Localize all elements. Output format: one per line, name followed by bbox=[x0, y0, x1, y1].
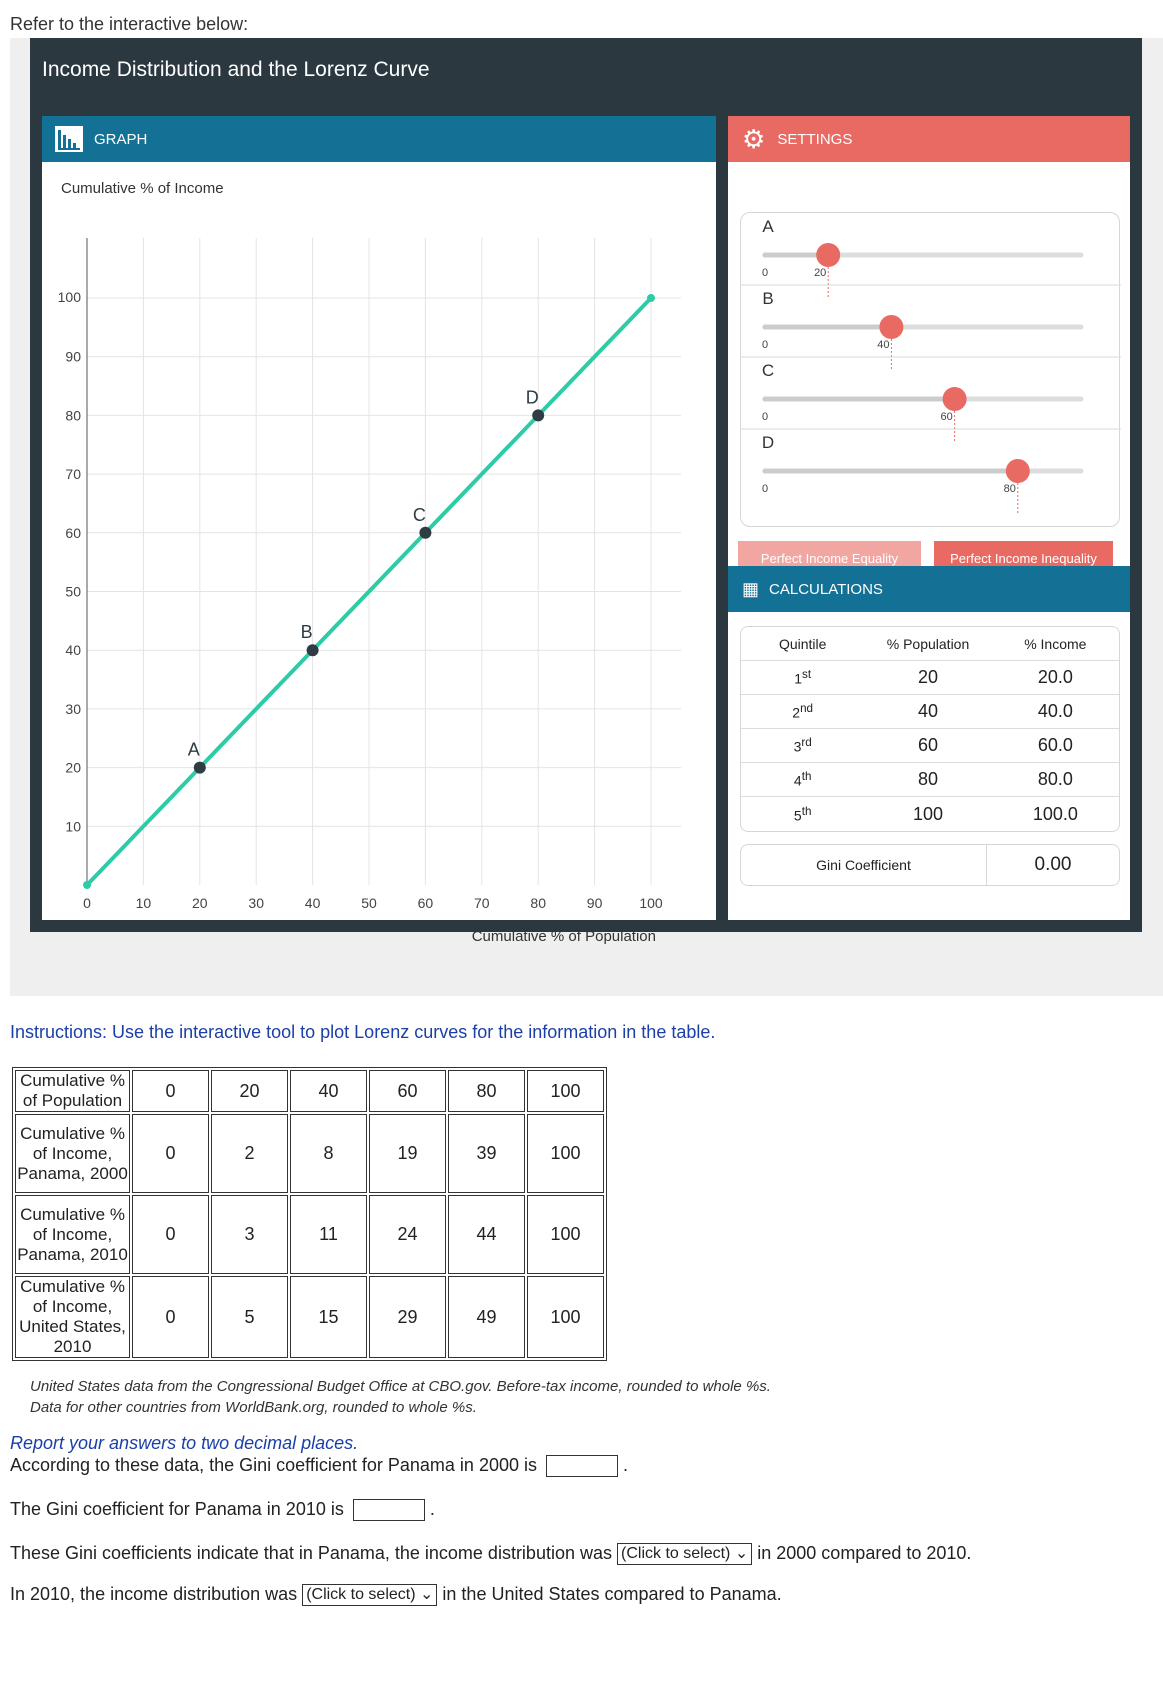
calc-row bbox=[741, 763, 1119, 797]
gini-2000-input[interactable] bbox=[546, 1455, 618, 1477]
instructions-text: Instructions: Use the interactive tool to plot Lorenz curves for the information in the table. bbox=[10, 1022, 716, 1042]
table-cell: 80 bbox=[448, 1070, 525, 1112]
x-tick-label: 40 bbox=[304, 895, 321, 911]
slider-knob[interactable] bbox=[1006, 459, 1030, 483]
question-4-suffix: in the United States compared to Panama. bbox=[442, 1584, 782, 1604]
settings-header bbox=[728, 116, 1130, 162]
table-cell: 3 bbox=[211, 1195, 288, 1274]
income-cell: 60.0 bbox=[1037, 735, 1073, 755]
slider-label: A bbox=[762, 217, 774, 236]
question-4 bbox=[10, 1584, 782, 1606]
perfect-equality-button[interactable]: Perfect Income Equality bbox=[738, 541, 921, 575]
lorenz-app bbox=[30, 38, 1142, 945]
y-tick-label: 50 bbox=[65, 583, 81, 600]
table-cell: 5 bbox=[211, 1276, 288, 1358]
table-cell: 8 bbox=[290, 1114, 367, 1193]
question-2-text: The Gini coefficient for Panama in 2010 is bbox=[10, 1499, 344, 1519]
x-tick-label: 30 bbox=[248, 895, 264, 911]
source-line-1: United States data from the Congressional Budget Office at CBO.gov. Before-tax income, rounded to whole %s. bbox=[30, 1378, 771, 1395]
row-label: Cumulative % of Population bbox=[15, 1070, 130, 1112]
population-cell: 80 bbox=[917, 769, 939, 789]
origin-point bbox=[83, 881, 91, 889]
row-label: Cumulative % of Income, Panama, 2000 bbox=[15, 1114, 130, 1193]
population-cell: 100 bbox=[912, 803, 944, 824]
quintile-cell: 4th bbox=[793, 770, 812, 789]
table-row bbox=[15, 1114, 604, 1193]
table-cell: 29 bbox=[369, 1276, 446, 1358]
y-axis-label: Cumulative % of Income bbox=[61, 180, 224, 197]
source-note bbox=[30, 1376, 771, 1418]
y-tick-label: 20 bbox=[65, 759, 81, 776]
table-cell: 0 bbox=[132, 1070, 209, 1112]
gear-icon: ⚙ bbox=[742, 124, 766, 154]
table-cell: 11 bbox=[290, 1195, 367, 1274]
population-cell: 40 bbox=[917, 701, 939, 721]
row-label: Cumulative % of Income, United States, 2010 bbox=[15, 1276, 130, 1358]
calculations-panel bbox=[728, 566, 1130, 920]
table-row bbox=[15, 1070, 604, 1112]
table-cell: 39 bbox=[448, 1114, 525, 1193]
slider-value-label: 60 bbox=[940, 411, 953, 423]
table-cell: 2 bbox=[211, 1114, 288, 1193]
period: . bbox=[429, 1499, 435, 1519]
calc-header-row bbox=[741, 627, 1119, 661]
point-label: C bbox=[412, 504, 426, 525]
slider-min-label: 0 bbox=[761, 267, 769, 279]
table-cell: 15 bbox=[290, 1276, 367, 1358]
y-tick-label: 70 bbox=[65, 466, 81, 483]
row-label: Cumulative % of Income, Panama, 2010 bbox=[15, 1195, 130, 1274]
table-row bbox=[15, 1276, 604, 1358]
graph-header bbox=[42, 116, 716, 162]
point-label: A bbox=[187, 739, 200, 760]
question-3-suffix: in 2000 compared to 2010. bbox=[757, 1543, 972, 1563]
calculations-title: CALCULATIONS bbox=[769, 580, 883, 598]
slider-value-label: 80 bbox=[1003, 483, 1016, 495]
slider-min-label: 0 bbox=[761, 411, 769, 423]
table-cell: 0 bbox=[132, 1276, 209, 1358]
y-tick-label: 40 bbox=[65, 642, 81, 659]
source-line-2: Data for other countries from WorldBank.org, rounded to whole %s. bbox=[30, 1399, 477, 1416]
slider-min-label: 0 bbox=[761, 339, 769, 351]
income-cell: 20.0 bbox=[1037, 667, 1073, 687]
end-point bbox=[647, 294, 655, 302]
calc-row bbox=[741, 729, 1119, 763]
quintile-cell: 1st bbox=[794, 668, 812, 687]
quintile-cell: 2nd bbox=[792, 702, 814, 721]
table-cell: 24 bbox=[369, 1195, 446, 1274]
question-4-text: In 2010, the income distribution was bbox=[10, 1584, 298, 1604]
x-tick-label: 90 bbox=[586, 895, 603, 911]
calc-row bbox=[741, 797, 1119, 831]
x-tick-label: 10 bbox=[135, 895, 152, 911]
table-cell: 40 bbox=[290, 1070, 367, 1112]
table-cell: 100 bbox=[527, 1070, 604, 1112]
bar-chart-icon bbox=[54, 124, 84, 154]
y-tick-label: 80 bbox=[65, 407, 81, 424]
slider-label: B bbox=[762, 289, 774, 308]
question-1-text: According to these data, the Gini coefficient for Panama in 2000 is bbox=[10, 1455, 537, 1475]
slider-value-label: 40 bbox=[877, 339, 890, 351]
y-tick-label: 30 bbox=[65, 700, 81, 717]
chevron-down-icon: ⌄ bbox=[734, 1545, 749, 1563]
settings-title: SETTINGS bbox=[777, 130, 853, 148]
gini-coefficient-box bbox=[740, 844, 1120, 886]
income-cell: 80.0 bbox=[1037, 769, 1073, 789]
calculations-table bbox=[740, 626, 1120, 832]
point-a[interactable] bbox=[194, 762, 206, 774]
x-tick-label: 60 bbox=[417, 895, 434, 911]
x-tick-label: 70 bbox=[474, 895, 490, 911]
x-axis-label: Cumulative % of Population bbox=[471, 928, 656, 945]
y-tick-label: 90 bbox=[65, 348, 81, 365]
point-label: D bbox=[525, 387, 539, 408]
settings-panel bbox=[728, 116, 1130, 568]
y-tick-label: 60 bbox=[65, 524, 81, 541]
table-cell: 100 bbox=[527, 1195, 604, 1274]
point-c[interactable] bbox=[419, 527, 431, 539]
table-cell: 100 bbox=[527, 1276, 604, 1358]
report-note: Report your answers to two decimal places. bbox=[10, 1433, 359, 1453]
question-1 bbox=[10, 1455, 628, 1477]
lorenz-graph[interactable] bbox=[42, 162, 716, 945]
slider-knob[interactable] bbox=[816, 243, 840, 267]
income-data-table bbox=[12, 1067, 607, 1361]
slider-group bbox=[740, 212, 1120, 527]
table-cell: 100 bbox=[527, 1114, 604, 1193]
question-2 bbox=[10, 1499, 435, 1521]
table-cell: 20 bbox=[211, 1070, 288, 1112]
population-header: % Population bbox=[886, 635, 970, 652]
population-cell: 60 bbox=[917, 735, 939, 755]
point-b[interactable] bbox=[307, 644, 319, 656]
x-tick-label: 0 bbox=[83, 895, 91, 911]
slider-label: D bbox=[761, 433, 775, 452]
table-cell: 44 bbox=[448, 1195, 525, 1274]
table-cell: 0 bbox=[132, 1195, 209, 1274]
calc-row bbox=[741, 695, 1119, 729]
table-row bbox=[15, 1195, 604, 1274]
slider-value-label: 20 bbox=[814, 267, 827, 279]
slider-min-label: 0 bbox=[761, 483, 769, 495]
panama-comparison-select[interactable]: (Click to select) ⌄ bbox=[617, 1543, 752, 1565]
slider-label: C bbox=[761, 361, 775, 380]
gini-2010-input[interactable] bbox=[353, 1499, 425, 1521]
income-header: % Income bbox=[1024, 635, 1087, 652]
chevron-down-icon: ⌄ bbox=[420, 1586, 434, 1604]
quintile-cell: 5th bbox=[793, 804, 812, 824]
quintile-cell: 3rd bbox=[793, 736, 812, 755]
x-tick-label: 50 bbox=[361, 895, 377, 911]
table-cell: 60 bbox=[369, 1070, 446, 1112]
graph-title: GRAPH bbox=[94, 130, 148, 148]
calculator-icon: ▦ bbox=[742, 578, 760, 599]
graph-panel bbox=[42, 116, 716, 945]
app-title: Income Distribution and the Lorenz Curve bbox=[42, 58, 430, 81]
y-tick-label: 100 bbox=[57, 289, 81, 305]
quintile-header: Quintile bbox=[778, 635, 827, 652]
x-tick-label: 20 bbox=[192, 895, 208, 911]
gini-label: Gini Coefficient bbox=[741, 845, 987, 885]
slider-knob[interactable] bbox=[943, 387, 967, 411]
gini-value: 0.00 bbox=[1034, 854, 1072, 875]
y-tick-label: 10 bbox=[65, 818, 81, 835]
sliders bbox=[741, 213, 1121, 528]
income-cell: 40.0 bbox=[1037, 701, 1073, 721]
table-cell: 0 bbox=[132, 1114, 209, 1193]
point-label: B bbox=[300, 622, 313, 643]
calc-row bbox=[741, 661, 1119, 695]
table-cell: 49 bbox=[448, 1276, 525, 1358]
x-tick-label: 80 bbox=[530, 895, 546, 911]
question-3 bbox=[10, 1543, 971, 1565]
period: . bbox=[623, 1455, 629, 1475]
slider-knob[interactable] bbox=[879, 315, 903, 339]
population-cell: 20 bbox=[917, 667, 939, 687]
refer-text: Refer to the interactive below: bbox=[10, 14, 249, 34]
x-tick-label: 100 bbox=[639, 895, 663, 911]
perfect-inequality-button[interactable]: Perfect Income Inequality bbox=[934, 541, 1113, 575]
question-3-text: These Gini coefficients indicate that in Panama, the income distribution was bbox=[10, 1543, 612, 1563]
point-d[interactable] bbox=[532, 409, 544, 421]
income-cell: 100.0 bbox=[1032, 803, 1078, 824]
us-comparison-select[interactable]: (Click to select) ⌄ bbox=[302, 1584, 437, 1606]
table-cell: 19 bbox=[369, 1114, 446, 1193]
calculations-header bbox=[728, 566, 1130, 612]
